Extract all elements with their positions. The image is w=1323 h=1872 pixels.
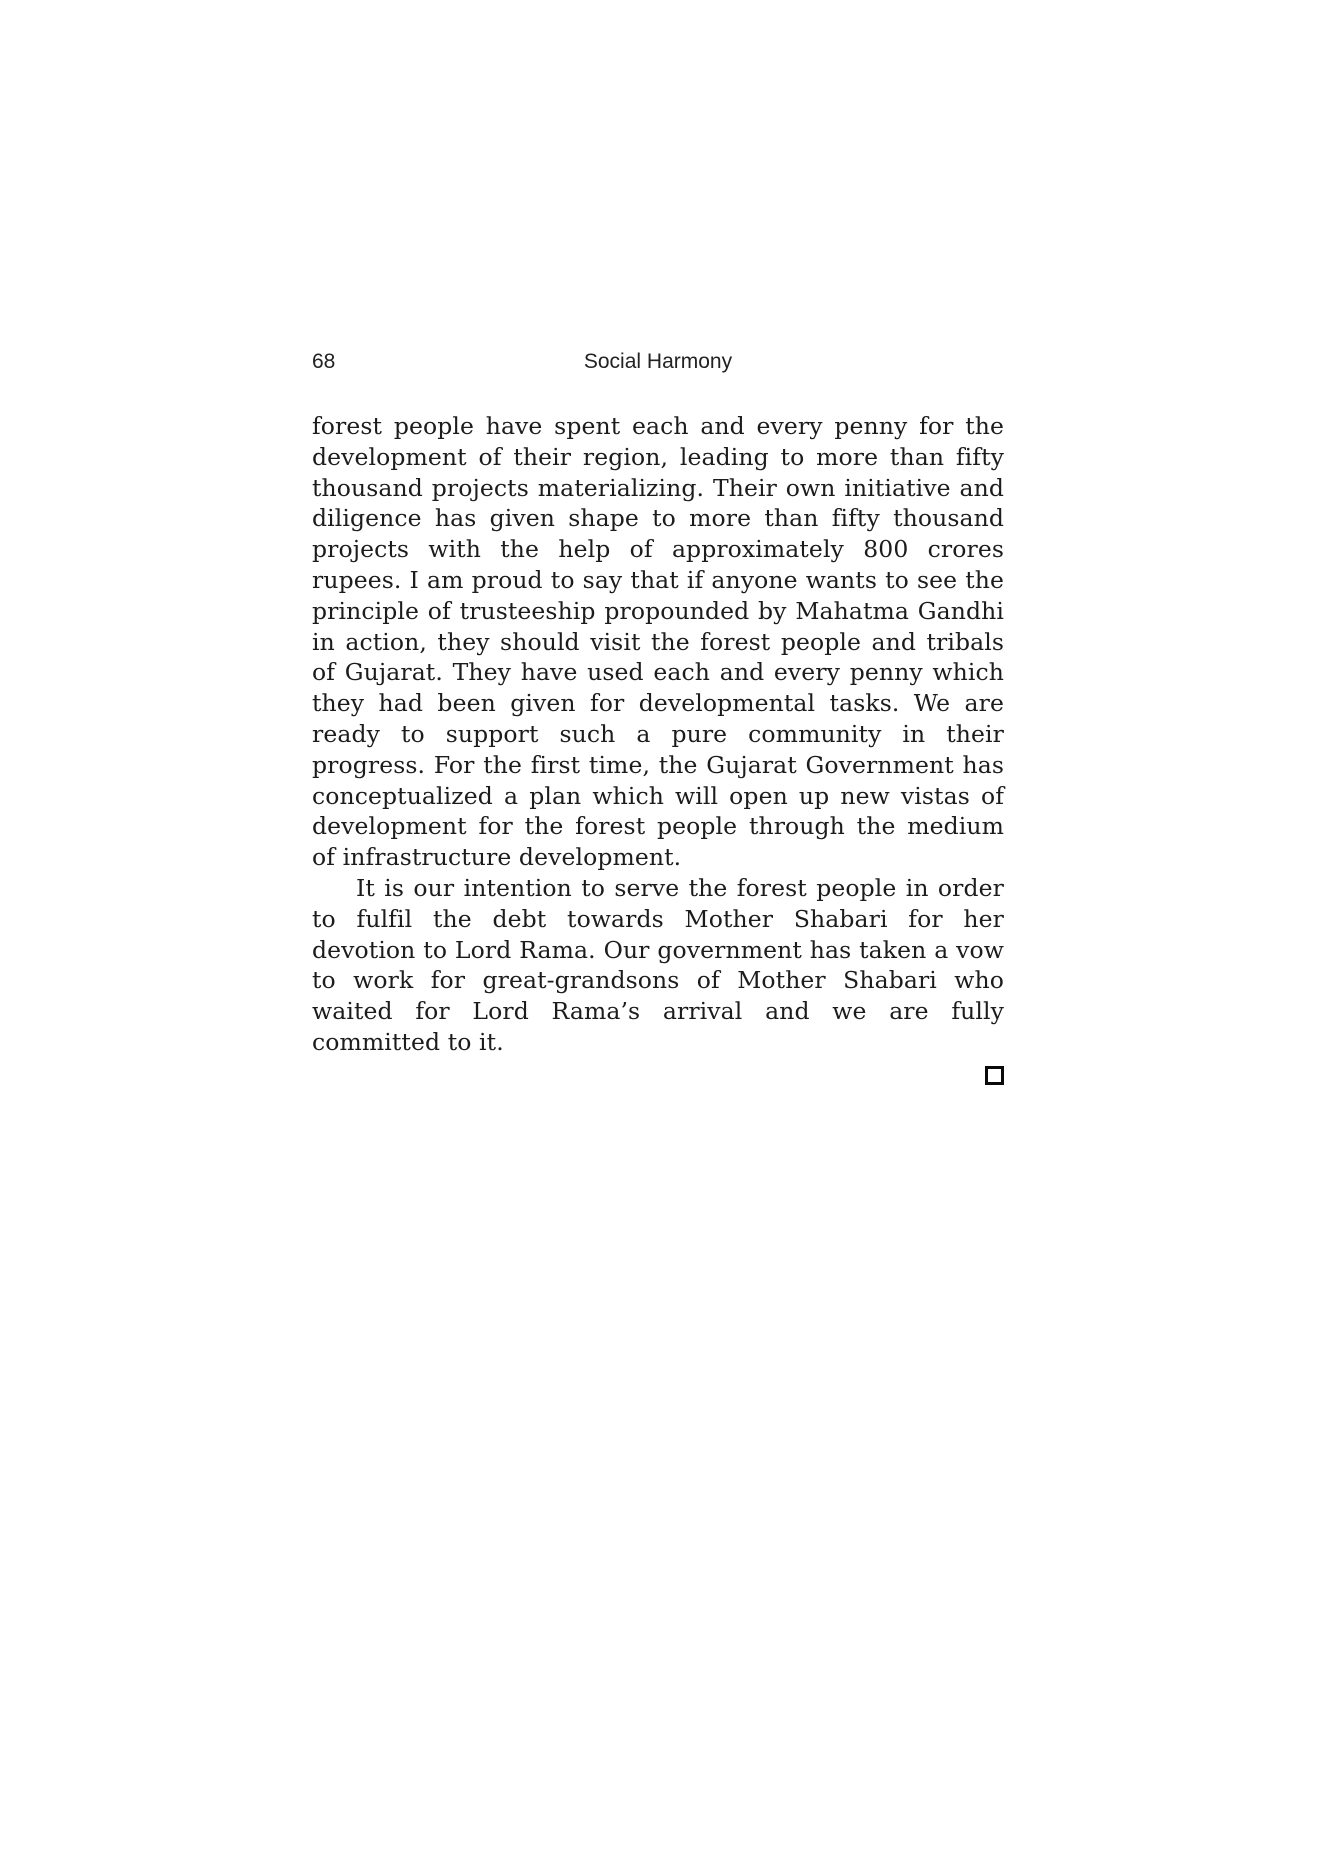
chapter-title: Social Harmony [583,350,733,373]
paragraph-second: It is our intention to serve the forest people in order to fulfil the debt towards Mother Shabari for her devotion to Lord Rama. Our government has taken a vow to work for great-grandsons of Mother Shabari who waited for Lord Rama’s arrival and we are fully committed to it. [312,873,1004,1056]
running-header [312,349,1004,375]
paragraph-continued: forest people have spent each and every penny for the development of their region, leading to more than fifty thousand projects materializing. Their own initiative and diligence has given shape to more than fifty thousand projects with the help of approximately 800 crores rupees. I am proud to say that if anyone wants to see the principle of trusteeship propounded by Mahatma Gandhi in action, they should visit the forest people and tribals of Gujarat. They have used each and every penny which they had been given for developmental tasks. We are ready to support such a pure community in their progress. For the first time, the Gujarat Government has conceptualized a plan which will open up new vistas of development for the forest people through the medium of infrastructure development. [312,412,1004,872]
end-mark-row [312,1060,1004,1091]
body-text [312,411,1004,1058]
end-of-article-square-icon [985,1066,1004,1085]
page-number: 68 [312,350,336,373]
text-block [312,349,1004,1091]
